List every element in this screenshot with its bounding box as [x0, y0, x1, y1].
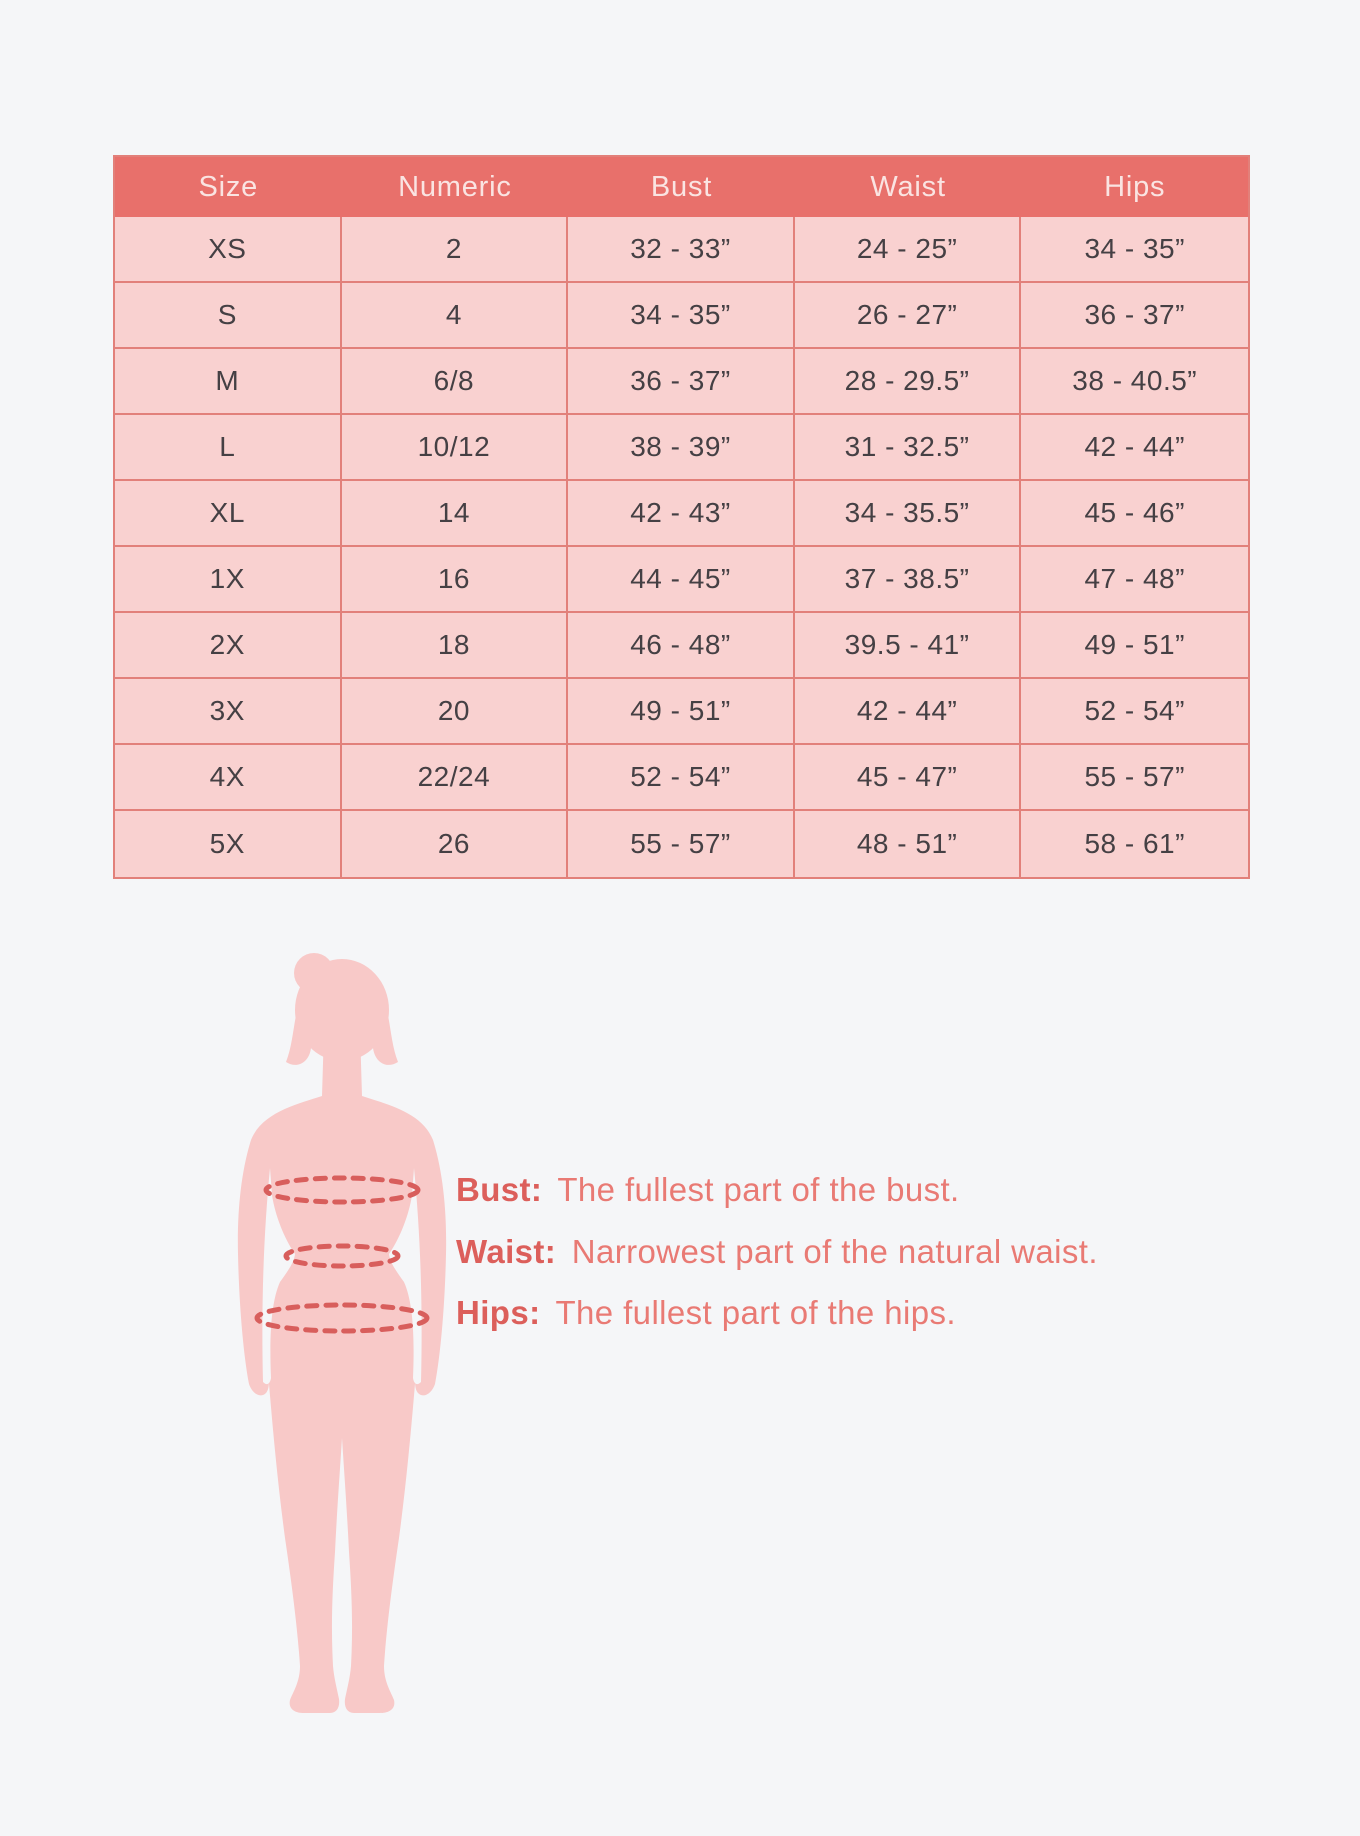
waist-cell: 28 - 29.5”: [795, 349, 1022, 415]
numeric-cell: 20: [342, 679, 569, 745]
bust-cell: 52 - 54”: [568, 745, 795, 811]
hips-cell: 49 - 51”: [1021, 613, 1248, 679]
numeric-cell: 18: [342, 613, 569, 679]
numeric-cell: 4: [342, 283, 569, 349]
numeric-cell: 16: [342, 547, 569, 613]
column-header-bust: Bust: [650, 170, 713, 203]
bust-cell: 34 - 35”: [568, 283, 795, 349]
bust-definition-text: The fullest part of the bust.: [557, 1171, 960, 1208]
hips-cell: 55 - 57”: [1021, 745, 1248, 811]
bust-cell: 55 - 57”: [568, 811, 795, 877]
hips-definition-text: The fullest part of the hips.: [555, 1294, 956, 1331]
waist-term: Waist:: [456, 1233, 557, 1270]
column-header-waist: Waist: [870, 170, 946, 203]
size-cell: L: [115, 415, 342, 481]
waist-cell: 24 - 25”: [795, 217, 1022, 283]
bust-cell: 32 - 33”: [568, 217, 795, 283]
waist-cell: 42 - 44”: [795, 679, 1022, 745]
waist-cell: 39.5 - 41”: [795, 613, 1022, 679]
size-cell: S: [115, 283, 342, 349]
waist-cell: 26 - 27”: [795, 283, 1022, 349]
column-header-size: Size: [198, 170, 259, 203]
size-cell: XS: [115, 217, 342, 283]
hips-cell: 38 - 40.5”: [1021, 349, 1248, 415]
waist-cell: 37 - 38.5”: [795, 547, 1022, 613]
numeric-cell: 10/12: [342, 415, 569, 481]
hips-cell: 42 - 44”: [1021, 415, 1248, 481]
size-cell: 3X: [115, 679, 342, 745]
size-cell: XL: [115, 481, 342, 547]
size-cell: 4X: [115, 745, 342, 811]
bust-cell: 38 - 39”: [568, 415, 795, 481]
hips-cell: 36 - 37”: [1021, 283, 1248, 349]
waist-cell: 45 - 47”: [795, 745, 1022, 811]
bust-term: Bust:: [456, 1171, 543, 1208]
numeric-cell: 6/8: [342, 349, 569, 415]
size-cell: 2X: [115, 613, 342, 679]
hips-term: Hips:: [456, 1294, 541, 1331]
bust-cell: 44 - 45”: [568, 547, 795, 613]
bust-cell: 46 - 48”: [568, 613, 795, 679]
hips-definition: [456, 1294, 956, 1332]
bust-cell: 42 - 43”: [568, 481, 795, 547]
size-cell: M: [115, 349, 342, 415]
size-cell: 1X: [115, 547, 342, 613]
waist-cell: 31 - 32.5”: [795, 415, 1022, 481]
hips-cell: 45 - 46”: [1021, 481, 1248, 547]
size-cell: 5X: [115, 811, 342, 877]
hips-cell: 58 - 61”: [1084, 828, 1185, 859]
numeric-cell: 2: [342, 217, 569, 283]
hips-cell: 47 - 48”: [1021, 547, 1248, 613]
waist-definition-text: Narrowest part of the natural waist.: [571, 1233, 1098, 1270]
numeric-cell: 14: [342, 481, 569, 547]
hips-cell: 34 - 35”: [1021, 217, 1248, 283]
bust-cell: 49 - 51”: [568, 679, 795, 745]
numeric-cell: 26: [342, 811, 569, 877]
column-header-hips: Hips: [1104, 170, 1166, 203]
bust-cell: 36 - 37”: [568, 349, 795, 415]
waist-definition: [456, 1233, 1098, 1271]
column-header-numeric: Numeric: [398, 170, 512, 203]
hips-cell: 52 - 54”: [1021, 679, 1248, 745]
numeric-cell: 22/24: [342, 745, 569, 811]
waist-cell: 34 - 35.5”: [795, 481, 1022, 547]
waist-cell: 48 - 51”: [795, 811, 1022, 877]
bust-definition: [456, 1171, 960, 1209]
